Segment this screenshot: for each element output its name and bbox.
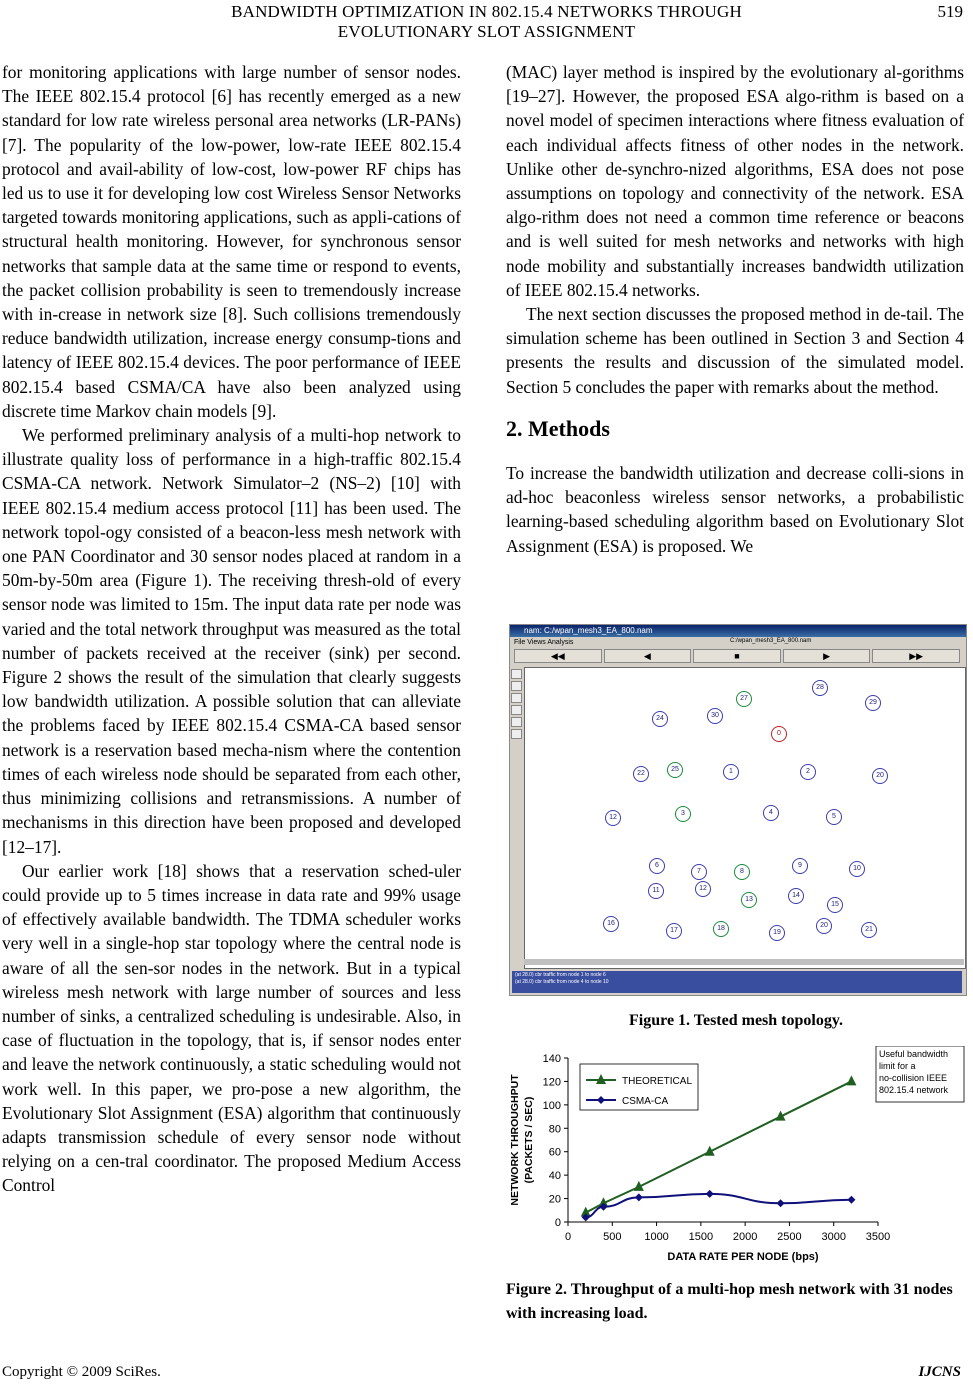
topology-node: 28 — [812, 680, 828, 696]
x-tick-label: 3500 — [865, 1231, 891, 1243]
topology-node: 9 — [792, 858, 808, 874]
footer — [0, 1364, 973, 1384]
paragraph: (MAC) layer method is inspired by the evolutionary al-gorithms [19–27]. However, the proposed ESA algo-rithm is based on a novel model of specimen interactions where fitness evaluation of each individual affects fitness of other nodes in the network. Unlike other de-synchro-nized algorithms, ESA does not pose assumptions on topology and connectivity of the network. ESA algo-rithm does not need a common time reference or beacons and is well suited for mesh networks and networks with high node mobility and substantially increases bandwidth utilization of IEEE 802.15.4 networks. — [506, 62, 964, 300]
series-line — [586, 1194, 852, 1217]
topology-node: 8 — [734, 864, 750, 880]
topology-node: 20 — [872, 768, 888, 784]
y-tick-label: 140 — [542, 1053, 561, 1065]
running-header — [0, 2, 973, 42]
topology-node: 21 — [861, 922, 877, 938]
topology-node: 18 — [713, 921, 729, 937]
annotation-text: Useful bandwidth — [879, 1049, 949, 1059]
figure1-nam-screenshot — [509, 624, 967, 996]
topology-node: 27 — [736, 691, 752, 707]
play-icon: ▶ — [783, 649, 871, 663]
figure2-chart — [506, 1046, 966, 1276]
y-tick-label: 120 — [542, 1076, 561, 1089]
paragraph: To increase the bandwidth utilization and decrease colli-sions in ad-hoc beaconless wireless sensor networks, a probabilistic learning-based scheduling algorithm based on Evolutionary Slot Assignment (ESA) is proposed. We — [506, 463, 964, 556]
topology-node: 3 — [675, 806, 691, 822]
topology-node: 1 — [723, 764, 739, 780]
page-number: 519 — [937, 2, 963, 21]
paragraph: Our earlier work [18] shows that a reservation sched-uler could provide up to 5 times increase in data rate and 99% usage of effectively available bandwidth. The TDMA scheduler works very well in a single-hop star topology where the central node is aware of all the sen-sor nodes in the network. But in a typical wireless mesh network with large number of sources and less number of sinks, a centralized scheduling is undesirable. Also, in case of fluctuation in the topology, that is, if sensor nodes enter and leave the network continuously, a static scheduling would not work well. In this paper, we pro-pose a new algorithm, the Evolutionary Slot Assignment (ESA) algorithm that continuously adapts transmission schedule of every sensor node without relying on a cen-tral coordinator. The proposed Medium Access Control — [2, 860, 461, 1196]
topology-node: 17 — [666, 923, 682, 939]
topology-node: 12 — [605, 810, 621, 826]
copyright: Copyright © 2009 SciRes. — [2, 1364, 161, 1380]
y-tick-label: 40 — [548, 1170, 561, 1183]
topology-node: 25 — [667, 762, 683, 778]
x-tick-label: 2500 — [777, 1231, 802, 1243]
topology-node: 14 — [788, 888, 804, 904]
figure1-caption: Figure 1. Tested mesh topology. — [629, 1012, 843, 1029]
stop-icon: ■ — [693, 649, 781, 663]
legend-label: THEORETICAL — [622, 1076, 693, 1087]
nam-menu-bar: File Views Analysis — [514, 639, 574, 646]
nam-log — [512, 971, 962, 993]
topology-node: 12 — [695, 881, 711, 897]
topology-node: 19 — [769, 925, 785, 941]
topology-node: 30 — [707, 708, 723, 724]
back-icon: ◀ — [604, 649, 692, 663]
header-title-line2: EVOLUTIONARY SLOT ASSIGNMENT — [337, 22, 636, 41]
data-point — [847, 1196, 855, 1204]
topology-node: 11 — [648, 883, 664, 899]
header-title-line1: BANDWIDTH OPTIMIZATION IN 802.15.4 NETWORKS THROUGH — [231, 2, 742, 21]
topology-node: 29 — [865, 695, 881, 711]
data-point — [846, 1075, 856, 1085]
x-tick-label: 0 — [564, 1231, 572, 1243]
y-tick-label: 20 — [548, 1193, 561, 1206]
nam-title-bar: nam: C:/wpan_mesh3_EA_800.nam — [510, 625, 966, 637]
figure2-caption: Figure 2. Throughput of a multi-hop mesh network with 31 nodes with increasing load. — [506, 1281, 953, 1322]
paragraph: The next section discusses the proposed method in de-tail. The simulation scheme has been outlined in Section 3 and Section 4 presents the results and discussion of the simulated model. Section 5 concludes the paper with remarks about the method. — [506, 304, 964, 397]
topology-node: 22 — [633, 766, 649, 782]
paragraph: for monitoring applications with large number of sensor nodes. The IEEE 802.15.4 protocol [6] has recently emerged as a new standard for low rate wireless personal area networks (LR-PANs) [7]. The popularity of the low-power, low-rate IEEE 802.15.4 protocol and avail-ability of low-cost, low-power RF chips has led us to use it for developing low cost Wireless Sensor Networks targeted towards monitoring applications, such as appli-cations of structural health monitoring. However, for synchronous sensor networks that sample data at the same time or respond to events, the packet collision probability is seen to tremendously increase with in-crease in network size [8]. Such collisions tremendously reduce bandwidth utilization, increase energy consump-tions and latency of IEEE 802.15.4 devices. The poor performance of IEEE 802.15.4 based CSMA/CA have also been analyzed using discrete time Markov chain models [9]. — [2, 62, 461, 421]
paragraph: We performed preliminary analysis of a multi-hop network to illustrate quality loss of performance in a high-traffic 802.15.4 CSMA-CA network. Network Simulator–2 (NS–2) [10] with IEEE 802.15.4 medium access protocol [11] has been used. The network topol-ogy consisted of a beacon-less mesh network with one PAN Coordinator and 30 sensor nodes placed at random in a 50m-by-50m area (Figure 1). The receiving thresh-old of every sensor node was limited to 15m. The input data rate per node was varied and the total network throughput was measured as the total number of packets received at the receiver (sink) per second. Figure 2 shows the result of the simulation that clearly suggests low bandwidth utilization. A possible solution that can alleviate the problems faced by IEEE 802.15.4 CSMA-CA based sensor network is a reservation based mecha-nism where the contention times of each wireless node should be separated from each other, thus minimizing collisions and retransmissions. A number of mechanisms in this direction have been proposed and developed [12–17]. — [2, 425, 461, 857]
y-tick-label: 0 — [554, 1217, 561, 1229]
x-axis-label: DATA RATE PER NODE (bps) — [667, 1251, 819, 1263]
topology-node: 24 — [652, 711, 668, 727]
topology-node: 4 — [763, 805, 779, 821]
section-heading: 2. Methods — [506, 415, 610, 441]
fast-forward-icon: ▶▶ — [872, 649, 960, 663]
x-tick-label: 3000 — [821, 1231, 846, 1243]
legend-label: CSMA-CA — [622, 1096, 669, 1107]
journal-name: IJCNS — [918, 1364, 961, 1380]
y-axis-label: NETWORK THROUGHPUT — [509, 1074, 521, 1206]
nam-canvas — [524, 667, 966, 969]
nam-toolbar — [511, 667, 523, 967]
x-tick-label: 1000 — [644, 1231, 669, 1243]
topology-node: 6 — [649, 858, 665, 874]
nam-path: C:/wpan_mesh3_EA_800.nam — [730, 638, 812, 644]
x-tick-label: 500 — [603, 1231, 622, 1243]
y-tick-label: 100 — [542, 1099, 561, 1112]
nam-time-slider — [524, 959, 964, 965]
y-tick-label: 80 — [548, 1123, 561, 1136]
y-axis-label: (PACKETS / SEC) — [523, 1096, 535, 1184]
data-point — [635, 1193, 643, 1201]
topology-node: 15 — [827, 897, 843, 913]
data-point — [706, 1190, 714, 1198]
annotation-text: 802.15.4 network — [879, 1085, 949, 1095]
left-column — [2, 60, 461, 1198]
topology-node: 16 — [603, 916, 619, 932]
topology-node: 10 — [849, 861, 865, 877]
y-tick-label: 60 — [548, 1146, 561, 1159]
nam-controls — [514, 649, 960, 663]
right-column — [506, 60, 964, 558]
x-tick-label: 2000 — [732, 1231, 758, 1243]
topology-node: 0 — [771, 726, 787, 742]
topology-node: 20 — [816, 918, 832, 934]
rewind-icon: ◀◀ — [514, 649, 602, 663]
x-tick-label: 1500 — [688, 1231, 714, 1243]
annotation-text: no-collision IEEE — [879, 1073, 948, 1083]
data-point — [777, 1199, 785, 1207]
log-line: (at 28.0) cbr traffic from node 1 to node 6 — [515, 972, 606, 978]
topology-node: 5 — [826, 809, 842, 825]
annotation-text: limit for a — [879, 1061, 916, 1071]
topology-node: 2 — [800, 764, 816, 780]
topology-node: 13 — [741, 892, 757, 908]
log-line: (at 28.0) cbr traffic from node 4 to node 10 — [515, 979, 609, 985]
topology-node: 7 — [691, 864, 707, 880]
